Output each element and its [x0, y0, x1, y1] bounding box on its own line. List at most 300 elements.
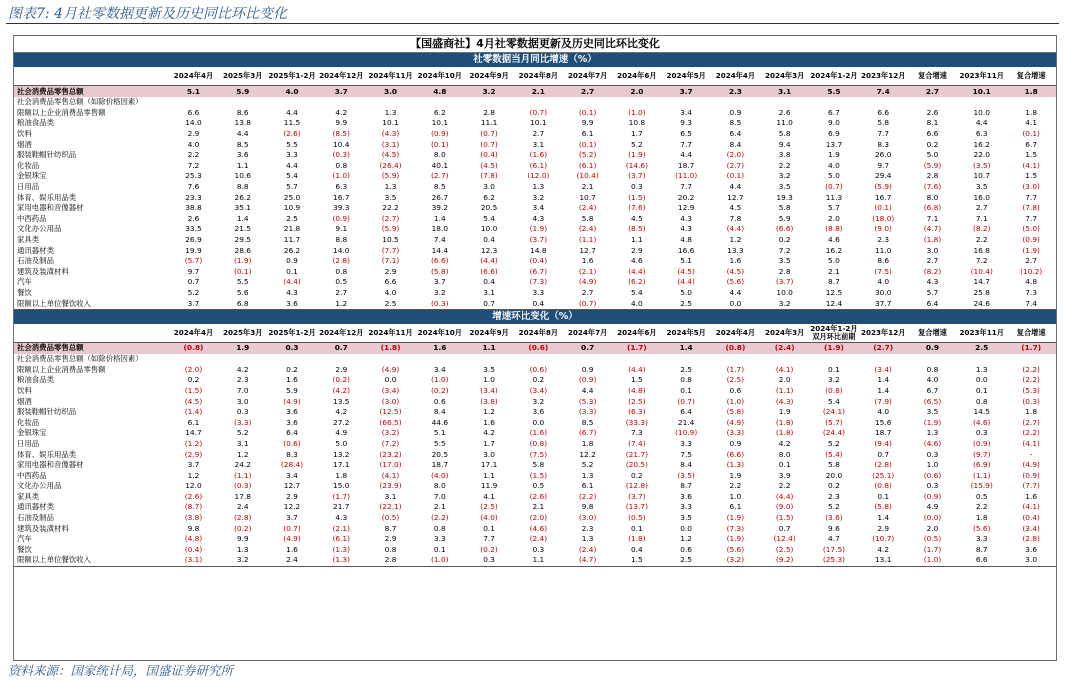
- table-cell: (17.5): [822, 544, 846, 554]
- table-cell: (2.7): [1022, 417, 1040, 427]
- table-cell: 0.3: [236, 407, 249, 417]
- table-cell: 0.8: [433, 523, 446, 533]
- table-cell: (12.5): [379, 407, 402, 417]
- table-cell: 10.1: [431, 118, 449, 128]
- table-cell: 8.8: [236, 182, 249, 192]
- table-cell: 6.4: [680, 407, 693, 417]
- table-cell: 25.0: [283, 192, 301, 202]
- column-header: [317, 324, 366, 343]
- table-cell: 8.4: [729, 139, 742, 149]
- table-cell: (1.5): [775, 513, 794, 523]
- table-cell: 0.2: [926, 139, 939, 149]
- table-cell: 2.9: [384, 534, 397, 544]
- table-cell: (7.7): [381, 245, 400, 255]
- table-cell: 6.4: [729, 129, 742, 139]
- table-cell: 0.3: [464, 555, 513, 566]
- table-cell: 2.9: [384, 266, 397, 276]
- table-cell: (12.4): [773, 534, 796, 544]
- column-header: [809, 67, 858, 86]
- table-cell: (0.9): [1022, 235, 1040, 245]
- table-row: [14, 108, 1056, 119]
- table-cell: 2.7: [1025, 256, 1038, 266]
- table-cell: 3.0: [926, 245, 939, 255]
- table-cell: 18.7: [431, 460, 449, 470]
- table-cell: 1.4: [877, 385, 890, 395]
- table-cell: 2.4: [236, 502, 249, 512]
- table-cell: (5.9): [381, 224, 400, 234]
- table-cell: 0.7: [563, 342, 612, 354]
- table-cell: 2.5: [957, 342, 1006, 354]
- table-cell: 24.6: [957, 298, 1006, 309]
- table-cell: 1.8: [335, 470, 348, 480]
- table-cell: 3.5: [975, 182, 988, 192]
- row-label: 化妆品: [17, 417, 40, 427]
- table-cell: (21.7): [625, 449, 648, 459]
- column-header-label: 2024年3月: [764, 71, 805, 80]
- table-cell: 0.3: [267, 342, 316, 354]
- table-cell: 3.4: [433, 364, 446, 374]
- table-cell: (4.4): [480, 256, 498, 266]
- table-cell: 5.1: [680, 256, 693, 266]
- table-cell: (20.5): [625, 460, 648, 470]
- table-cell: 6.6: [926, 129, 939, 139]
- table-cell: (8.8): [825, 224, 843, 234]
- table-cell: 6.6: [187, 107, 200, 117]
- table-cell: 0.9: [908, 342, 957, 354]
- column-header: [957, 67, 1006, 86]
- table-cell: 0.4: [630, 544, 643, 554]
- column-header-label: 2025年3月: [223, 327, 263, 337]
- table-cell: 7.7: [1025, 192, 1038, 202]
- table-cell: 3.1: [483, 287, 495, 297]
- table-row: [14, 460, 1056, 471]
- table-cell: 29.4: [874, 171, 892, 181]
- table-cell: 7.2: [975, 256, 988, 266]
- table-cell: 5.8: [828, 460, 840, 470]
- figure-source: 资料来源：国家统计局，国盛证券研究所: [8, 663, 234, 678]
- table-cell: 26.9: [185, 235, 202, 245]
- table-cell: (2.7): [431, 171, 449, 181]
- table-cell: 9.4: [778, 139, 791, 149]
- row-label: 家用电器和音像器材: [17, 460, 84, 470]
- column-header: [514, 67, 563, 86]
- table-cell: 12.3: [480, 245, 498, 255]
- table-cell: (0.5): [381, 513, 400, 523]
- table-cell: 4.3: [926, 277, 939, 287]
- table-cell: 0.2: [187, 375, 200, 385]
- table-cell: (6.1): [529, 160, 548, 170]
- table-cell: 4.7: [828, 534, 840, 544]
- table-cell: 11.0: [874, 245, 892, 255]
- row-label: 建筑及装潢材料: [17, 266, 69, 276]
- table-cell: 8.6: [236, 107, 249, 117]
- table-cell: 2.5: [662, 298, 711, 309]
- table-row: [14, 364, 1056, 375]
- column-header-label: 复合增速: [918, 71, 947, 80]
- table-cell: 1.6: [286, 375, 298, 385]
- table-cell: (18.0): [872, 213, 895, 223]
- table-cell: 0.5: [975, 491, 988, 501]
- table-cell: (7.4): [628, 438, 646, 448]
- table-cell: 5.8: [581, 213, 594, 223]
- table-cell: (10.9): [675, 428, 698, 438]
- table-cell: 11.9: [480, 481, 498, 491]
- table-cell: 3.2: [464, 86, 513, 98]
- table-cell: 5.2: [828, 438, 840, 448]
- table-row: [14, 386, 1056, 397]
- table-cell: 5.5: [286, 139, 298, 149]
- table-cell: (4.4): [775, 491, 794, 501]
- table-cell: 12.7: [283, 481, 301, 491]
- table-cell: 4.2: [877, 544, 890, 554]
- table-cell: 7.7: [1025, 213, 1038, 223]
- table-cell: 1.3: [384, 182, 397, 192]
- table-cell: 0.2: [778, 235, 791, 245]
- row-label: 体育、娱乐用品类: [17, 449, 77, 459]
- table-cell: 2.9: [877, 523, 890, 533]
- table-cell: 3.0: [1006, 555, 1056, 566]
- table-cell: (0.1): [874, 203, 892, 213]
- table-cell: 2.0: [828, 213, 840, 223]
- table-cell: (3.7): [628, 491, 646, 501]
- table-cell: (2.4): [578, 224, 597, 234]
- column-header: [908, 324, 957, 343]
- table-cell: (10.2): [1020, 266, 1043, 276]
- table-row: [14, 171, 1056, 182]
- table-cell: 0.1: [433, 544, 446, 554]
- table-cell: (66.5): [379, 417, 402, 427]
- table-cell: 12.2: [579, 449, 596, 459]
- table-cell: (1.7): [612, 342, 661, 354]
- table-cell: 1.8: [1025, 107, 1038, 117]
- row-label: 社会消费品零售总额: [14, 86, 169, 98]
- table-cell: (3.0): [1022, 182, 1040, 192]
- table-cell: 14.4: [431, 245, 449, 255]
- table-cell: (2.4): [578, 203, 597, 213]
- table-cell: (9.0): [775, 502, 794, 512]
- table-cell: (1.8): [775, 428, 794, 438]
- table-cell: 1.6: [415, 342, 464, 354]
- table-cell: 3.3: [433, 534, 446, 544]
- table-cell: 3.2: [532, 396, 545, 406]
- table-cell: 16.2: [825, 245, 843, 255]
- table-cell: 2.5: [366, 298, 415, 309]
- table-row: [14, 245, 1056, 256]
- table-cell: 2.1: [433, 502, 446, 512]
- table-row: [14, 449, 1056, 460]
- table-cell: 0.6: [729, 385, 742, 395]
- table-cell: 10.5: [382, 235, 399, 245]
- mom-section-title: 增速环比变化（%）: [14, 309, 1056, 324]
- table-cell: 0.6: [680, 544, 693, 554]
- table-cell: (4.1): [381, 470, 400, 480]
- table-cell: (7.8): [480, 171, 498, 181]
- table-cell: 5.5: [236, 277, 249, 287]
- table-row: [14, 139, 1056, 150]
- table-cell: (5.8): [726, 407, 745, 417]
- table-row: [14, 118, 1056, 129]
- table-cell: (4.4): [628, 364, 646, 374]
- table-cell: (0.1): [233, 266, 252, 276]
- table-cell: 6.4: [286, 428, 298, 438]
- table-cell: 3.4: [286, 470, 298, 480]
- table-cell: 2.8: [483, 107, 495, 117]
- table-cell: 3.0: [483, 449, 495, 459]
- table-cell: 2.9: [335, 364, 348, 374]
- table-cell: 8.0: [926, 192, 939, 202]
- table-cell: 21.7: [333, 502, 350, 512]
- table-cell: 6.6: [957, 555, 1006, 566]
- table-row: [14, 513, 1056, 524]
- table-cell: (4.5): [480, 160, 498, 170]
- table-cell: (4.6): [972, 417, 991, 427]
- table-cell: 13.8: [234, 118, 251, 128]
- table-cell: 6.3: [975, 129, 988, 139]
- yoy-section-header: [14, 53, 1056, 68]
- table-cell: 13.1: [859, 555, 908, 566]
- table-cell: 1.1: [236, 160, 249, 170]
- table-cell: 6.7: [828, 107, 840, 117]
- table-cell: (0.7): [283, 523, 301, 533]
- table-cell: 7.0: [236, 385, 249, 395]
- table-cell: (1.5): [184, 385, 203, 395]
- table-cell: 7.6: [187, 182, 200, 192]
- table-cell: 3.6: [236, 150, 249, 160]
- column-header: [169, 67, 218, 86]
- table-cell: (1.8): [628, 534, 646, 544]
- table-cell: 20.2: [677, 192, 695, 202]
- table-cell: 2.5: [662, 555, 711, 566]
- table-cell: (1.1): [972, 470, 991, 480]
- table-cell: (1.0): [332, 171, 351, 181]
- table-cell: 14.5: [973, 407, 990, 417]
- table-cell: (1.9): [923, 417, 942, 427]
- table-cell: 0.0: [384, 375, 397, 385]
- table-cell: 1.3: [581, 470, 594, 480]
- table-row: [14, 203, 1056, 214]
- table-cell: 0.8: [926, 364, 939, 374]
- table-cell: 3.5: [680, 513, 693, 523]
- table-cell: 8.3: [877, 139, 890, 149]
- data-table-panel: [13, 35, 1057, 661]
- table-cell: (4.5): [381, 150, 400, 160]
- table-cell: 21.8: [283, 224, 301, 234]
- table-cell: 28.6: [234, 245, 251, 255]
- table-cell: 3.6: [532, 407, 545, 417]
- table-cell: 2.0: [778, 375, 791, 385]
- table-cell: 0.6: [433, 396, 446, 406]
- row-label: 烟酒: [17, 139, 32, 149]
- table-cell: 12.9: [677, 203, 695, 213]
- table-cell: 16.2: [973, 139, 990, 149]
- table-cell: (33.3): [625, 417, 648, 427]
- column-header: [415, 324, 464, 343]
- table-cell: (3.3): [233, 417, 252, 427]
- table-cell: 0.1: [828, 364, 840, 374]
- table-cell: 7.7: [483, 534, 495, 544]
- table-cell: (2.8): [874, 460, 892, 470]
- column-header-label: 复合增速: [918, 327, 947, 337]
- table-cell: 6.6: [384, 277, 397, 287]
- table-cell: 15.6: [874, 417, 892, 427]
- table-cell: 5.7: [286, 182, 298, 192]
- table-cell: (1.0): [726, 396, 745, 406]
- table-cell: (4.1): [1022, 502, 1040, 512]
- table-cell: (15.9): [970, 481, 993, 491]
- table-cell: (4.0): [480, 513, 498, 523]
- table-cell: (1.4): [184, 407, 203, 417]
- table-cell: 1.2: [680, 534, 693, 544]
- table-cell: 1.3: [532, 182, 545, 192]
- table-cell: 0.9: [581, 364, 594, 374]
- column-header: [859, 67, 908, 86]
- table-cell: 17.1: [480, 460, 498, 470]
- table-cell: (2.7): [381, 213, 400, 223]
- table-cell: (1.9): [726, 513, 745, 523]
- table-cell: 8.7: [975, 544, 988, 554]
- table-cell: (0.4): [529, 256, 548, 266]
- table-cell: 3.7: [187, 460, 200, 470]
- table-cell: (2.2): [578, 491, 597, 501]
- yoy-sub-label-row: [14, 97, 1056, 108]
- column-header: [563, 67, 612, 86]
- table-cell: (11.0): [675, 171, 698, 181]
- table-cell: 4.8: [415, 86, 464, 98]
- table-cell: 4.4: [286, 160, 298, 170]
- table-cell: 16.0: [973, 192, 990, 202]
- yoy-header-blank: [14, 67, 169, 86]
- table-cell: (0.7): [825, 182, 843, 192]
- table-cell: (4.9): [1022, 460, 1040, 470]
- table-cell: (0.7): [677, 396, 695, 406]
- table-cell: 0.4: [514, 298, 563, 309]
- table-cell: (0.7): [563, 298, 612, 309]
- table-cell: 5.2: [828, 502, 840, 512]
- table-cell: 4.5: [729, 203, 742, 213]
- table-cell: (0.2): [332, 375, 351, 385]
- table-cell: 1.6: [483, 417, 495, 427]
- table-cell: (0.7): [480, 139, 498, 149]
- table-cell: (2.5): [480, 502, 498, 512]
- table-cell: (4.6): [529, 523, 548, 533]
- column-header-label: 2024年11月: [368, 71, 413, 80]
- table-cell: 1.2: [483, 407, 495, 417]
- table-cell: (0.9): [431, 129, 449, 139]
- table-cell: 0.3: [975, 428, 988, 438]
- mom-sub-label-row: [14, 354, 1056, 365]
- table-cell: 2.0: [926, 523, 939, 533]
- table-cell: (6.3): [628, 407, 646, 417]
- table-cell: (8.2): [923, 266, 942, 276]
- table-cell: 4.3: [335, 513, 348, 523]
- table-cell: (4.1): [1022, 160, 1040, 170]
- table-cell: 5.5: [433, 438, 446, 448]
- table-cell: (1.9): [726, 534, 745, 544]
- table-cell: (2.8): [332, 256, 351, 266]
- table-cell: 10.0: [480, 224, 498, 234]
- table-cell: (5.9): [923, 160, 942, 170]
- table-cell: 13.2: [333, 449, 350, 459]
- table-cell: 4.6: [630, 256, 643, 266]
- table-cell: 33.5: [185, 224, 202, 234]
- table-cell: 0.7: [464, 298, 513, 309]
- table-cell: 3.3: [286, 150, 298, 160]
- table-cell: (0.8): [169, 342, 218, 354]
- table-cell: 3.2: [760, 298, 809, 309]
- table-cell: 7.7: [680, 139, 693, 149]
- table-cell: (3.4): [381, 385, 400, 395]
- table-cell: 2.7: [581, 287, 594, 297]
- table-cell: (0.7): [529, 107, 548, 117]
- table-cell: 2.6: [926, 107, 939, 117]
- column-header: [366, 67, 415, 86]
- row-label: 餐饮: [17, 544, 32, 554]
- column-header-label: 2025年3月: [223, 71, 263, 80]
- row-label: 粮油食品类: [17, 375, 54, 385]
- table-cell: -: [1029, 449, 1033, 459]
- mom-header-blank: [14, 324, 169, 343]
- table-row: [14, 534, 1056, 545]
- column-header-label: 复合增速: [1016, 327, 1046, 337]
- table-cell: (0.3): [332, 150, 351, 160]
- table-cell: 2.3: [877, 235, 890, 245]
- table-cell: 7.1: [926, 213, 939, 223]
- table-cell: 3.3: [975, 534, 988, 544]
- table-cell: 18.7: [874, 428, 892, 438]
- table-cell: 0.2: [532, 375, 545, 385]
- table-cell: 2.7: [908, 86, 957, 98]
- table-cell: 2.3: [828, 491, 840, 501]
- table-row: [14, 481, 1056, 492]
- table-row: [14, 256, 1056, 267]
- table-cell: 26.2: [283, 245, 301, 255]
- table-cell: (0.9): [923, 491, 942, 501]
- table-cell: 2.7: [335, 287, 348, 297]
- column-header: [464, 67, 513, 86]
- table-cell: (4.1): [1022, 438, 1040, 448]
- table-cell: (4.4): [628, 266, 646, 276]
- table-cell: (5.8): [874, 502, 892, 512]
- table-cell: (4.8): [184, 534, 203, 544]
- table-cell: 4.2: [335, 107, 348, 117]
- mom-column-headers: [14, 324, 1056, 343]
- column-header-label: 2023年12月: [861, 71, 906, 80]
- table-cell: (5.3): [578, 396, 597, 406]
- table-cell: (10.4): [970, 266, 993, 276]
- table-cell: 11.1: [480, 118, 498, 128]
- table-cell: 2.3: [711, 86, 760, 98]
- table-cell: (4.7): [923, 224, 942, 234]
- table-cell: 1.3: [236, 544, 249, 554]
- table-cell: 4.4: [729, 287, 742, 297]
- table-cell: 4.0: [267, 86, 316, 98]
- table-cell: 5.2: [630, 139, 643, 149]
- table-cell: 6.6: [877, 107, 890, 117]
- table-cell: 9.9: [236, 534, 249, 544]
- table-cell: 2.3: [581, 523, 594, 533]
- table-cell: (4.3): [381, 129, 400, 139]
- table-cell: (9.2): [760, 555, 809, 566]
- table-cell: (1.9): [628, 150, 646, 160]
- table-cell: 0.1: [286, 266, 298, 276]
- table-cell: 8.7: [680, 481, 693, 491]
- table-cell: (2.8): [1022, 534, 1040, 544]
- table-cell: 3.7: [169, 298, 218, 309]
- table-cell: (0.2): [431, 385, 449, 395]
- table-cell: 3.6: [267, 298, 316, 309]
- table-cell: 1.2: [729, 235, 742, 245]
- column-header: [366, 324, 415, 343]
